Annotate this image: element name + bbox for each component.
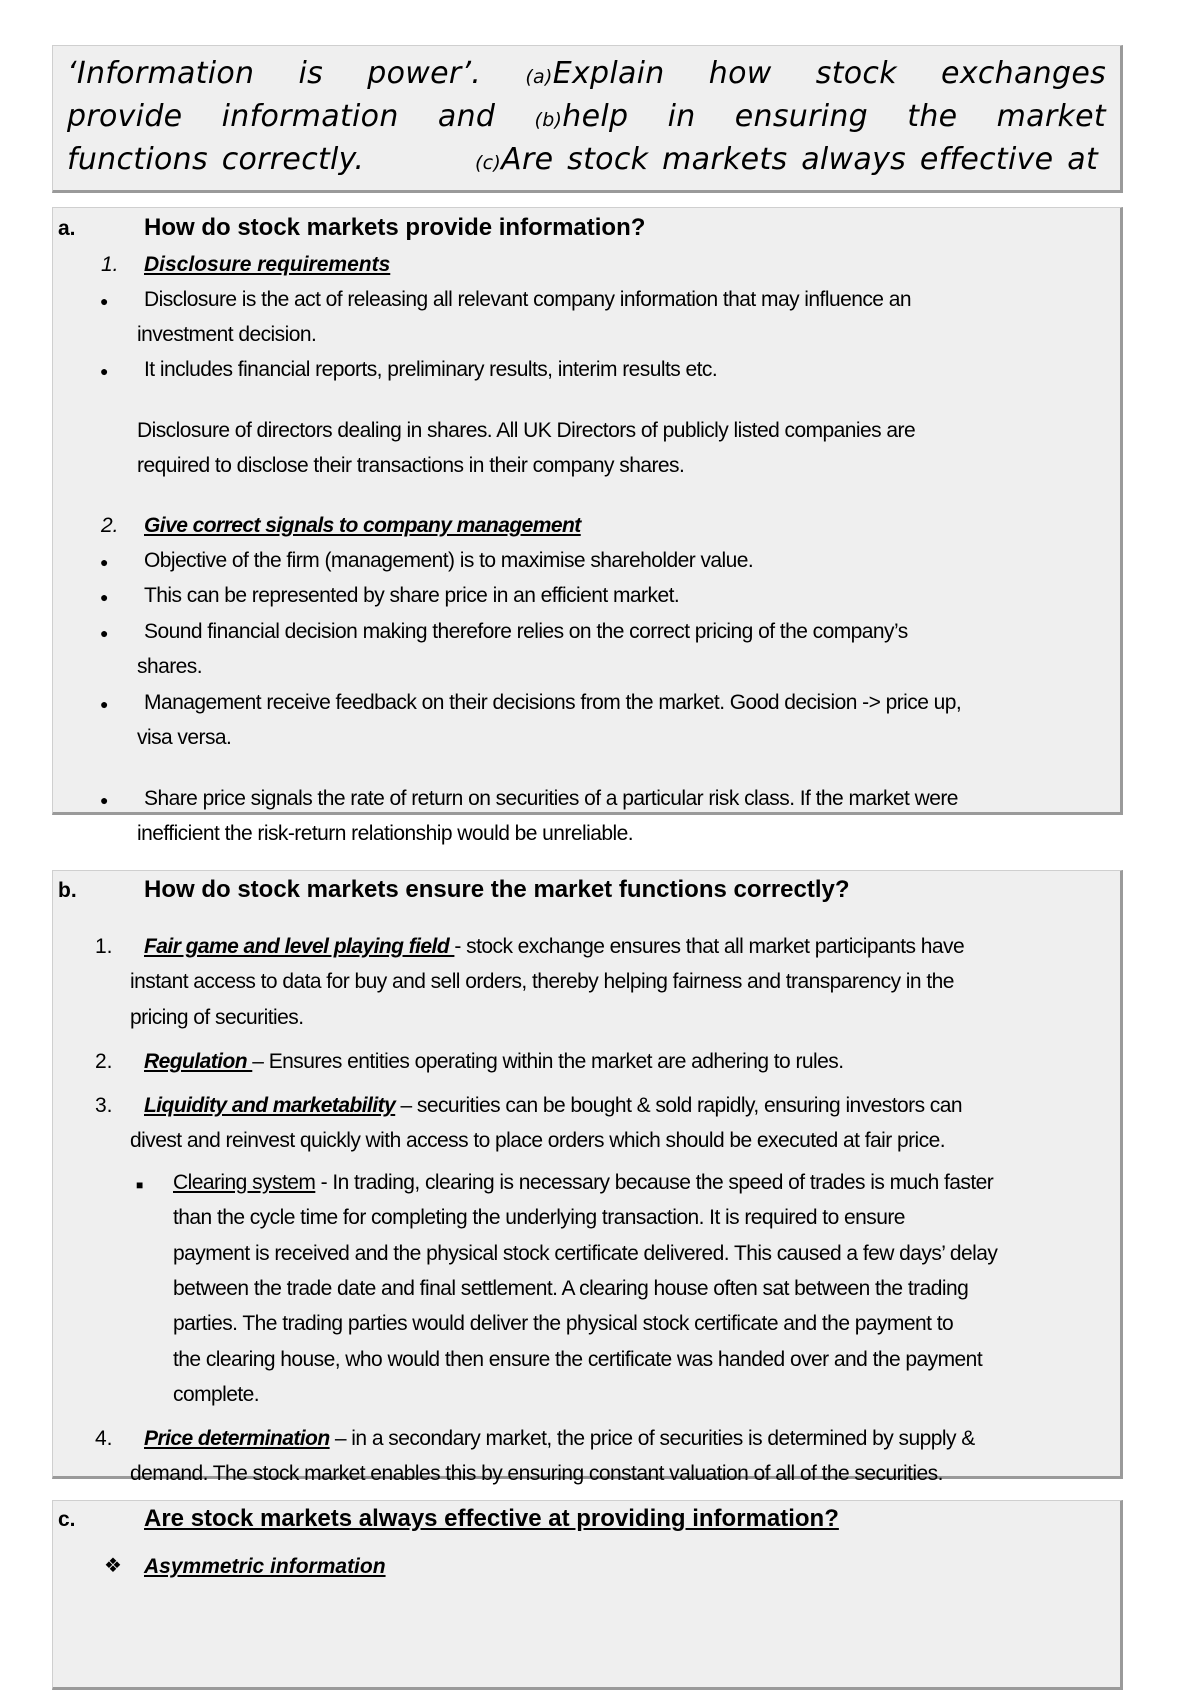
list-number: 4.	[95, 1427, 113, 1450]
bullet-text: This can be represented by share price in an efficient market.	[144, 584, 680, 607]
list-number: 2.	[95, 1050, 113, 1073]
subheading-number: 2.	[101, 514, 119, 537]
bullet-icon: ●	[100, 363, 109, 379]
list-item-cont: demand. The stock market enables this by ensuring constant valuation of all of the securities.	[130, 1462, 943, 1485]
bullet-icon: ●	[100, 625, 109, 641]
sub-item-cont: between the trade date and final settlement. A clearing house often sat between the trading	[173, 1277, 969, 1300]
section-b-letter: b.	[58, 879, 77, 902]
list-item-regulation: Regulation – Ensures entities operating within the market are adhering to rules.	[144, 1050, 844, 1073]
subheading-number: 1.	[101, 253, 119, 276]
sub-item-cont: parties. The trading parties would deliver the physical stock certificate and the payment to	[173, 1312, 954, 1335]
list-item-cont: pricing of securities.	[130, 1006, 304, 1029]
bullet-text-cont: shares.	[137, 655, 203, 678]
list-item-liquidity: Liquidity and marketability – securities can be bought & sold rapidly, ensuring investors can	[144, 1094, 963, 1117]
list-item-price: Price determination – in a secondary market, the price of securities is determined by supply &	[144, 1427, 975, 1450]
bullet-text: Sound financial decision making therefore relies on the correct pricing of the company’s	[144, 620, 908, 643]
bullet-text: Share price signals the rate of return on securities of a particular risk class. If the market were	[144, 787, 958, 810]
title-line-2: provide information and (b)help in ensuring the market	[67, 99, 1106, 134]
bullet-icon: ●	[100, 696, 109, 712]
paragraph-line: required to disclose their transactions in their company shares.	[137, 454, 685, 477]
diamond-bullet-icon: ❖	[104, 1555, 122, 1577]
bullet-icon: ●	[100, 554, 109, 570]
section-c-heading: Are stock markets always effective at providing information?	[144, 1505, 839, 1532]
section-b-heading: How do stock markets ensure the market functions correctly?	[144, 876, 850, 903]
title-line-3: functions correctly. (c)Are stock markets always effective at	[67, 142, 1099, 177]
bullet-text-cont: visa versa.	[137, 726, 232, 749]
bullet-text-cont: inefficient the risk-return relationship would be unreliable.	[137, 822, 634, 845]
title-text	[53, 46, 1120, 183]
sub-item-clearing: Clearing system - In trading, clearing is necessary because the speed of trades is much faster	[173, 1171, 994, 1194]
sub-item-cont: payment is received and the physical stock certificate delivered. This caused a few days’ delay	[173, 1242, 998, 1265]
list-item-fair-game: Fair game and level playing field - stock exchange ensures that all market participants have	[144, 935, 965, 958]
title-line-1: ‘Information is power’. (a)Explain how stock exchanges	[67, 56, 1107, 91]
bullet-text: Objective of the firm (management) is to maximise shareholder value.	[144, 549, 754, 572]
bullet-icon: ●	[100, 792, 109, 808]
bullet-text: It includes financial reports, preliminary results, interim results etc.	[144, 358, 718, 381]
section-a-letter: a.	[58, 217, 76, 240]
sub-item-cont: complete.	[173, 1383, 260, 1406]
sub-item-cont: the clearing house, who would then ensure the certificate was handed over and the payment	[173, 1348, 983, 1371]
square-bullet-icon: ■	[136, 1178, 144, 1192]
bullet-text-cont: investment decision.	[137, 323, 317, 346]
section-c-letter: c.	[58, 1508, 76, 1531]
list-item-cont: instant access to data for buy and sell orders, thereby helping fairness and transparency in the	[130, 970, 954, 993]
list-number: 1.	[95, 935, 113, 958]
bullet-icon: ●	[100, 293, 109, 309]
paragraph-line: Disclosure of directors dealing in shares. All UK Directors of publicly listed companies are	[137, 419, 916, 442]
list-number: 3.	[95, 1094, 113, 1117]
title-box	[52, 45, 1123, 193]
bullet-icon: ●	[100, 589, 109, 605]
bullet-text: Disclosure is the act of releasing all relevant company information that may influence an	[144, 288, 911, 311]
sub-item-cont: than the cycle time for completing the underlying transaction. It is required to ensure	[173, 1206, 905, 1229]
subheading-disclosure: Disclosure requirements	[144, 253, 391, 276]
item-asymmetric-information: Asymmetric information	[144, 1555, 386, 1578]
subheading-signals: Give correct signals to company management	[144, 514, 581, 537]
bullet-text: Management receive feedback on their decisions from the market. Good decision -> price up,	[144, 691, 962, 714]
list-item-cont: divest and reinvest quickly with access to place orders which should be executed at fair price.	[130, 1129, 946, 1152]
section-a-heading: How do stock markets provide information?	[144, 214, 646, 241]
